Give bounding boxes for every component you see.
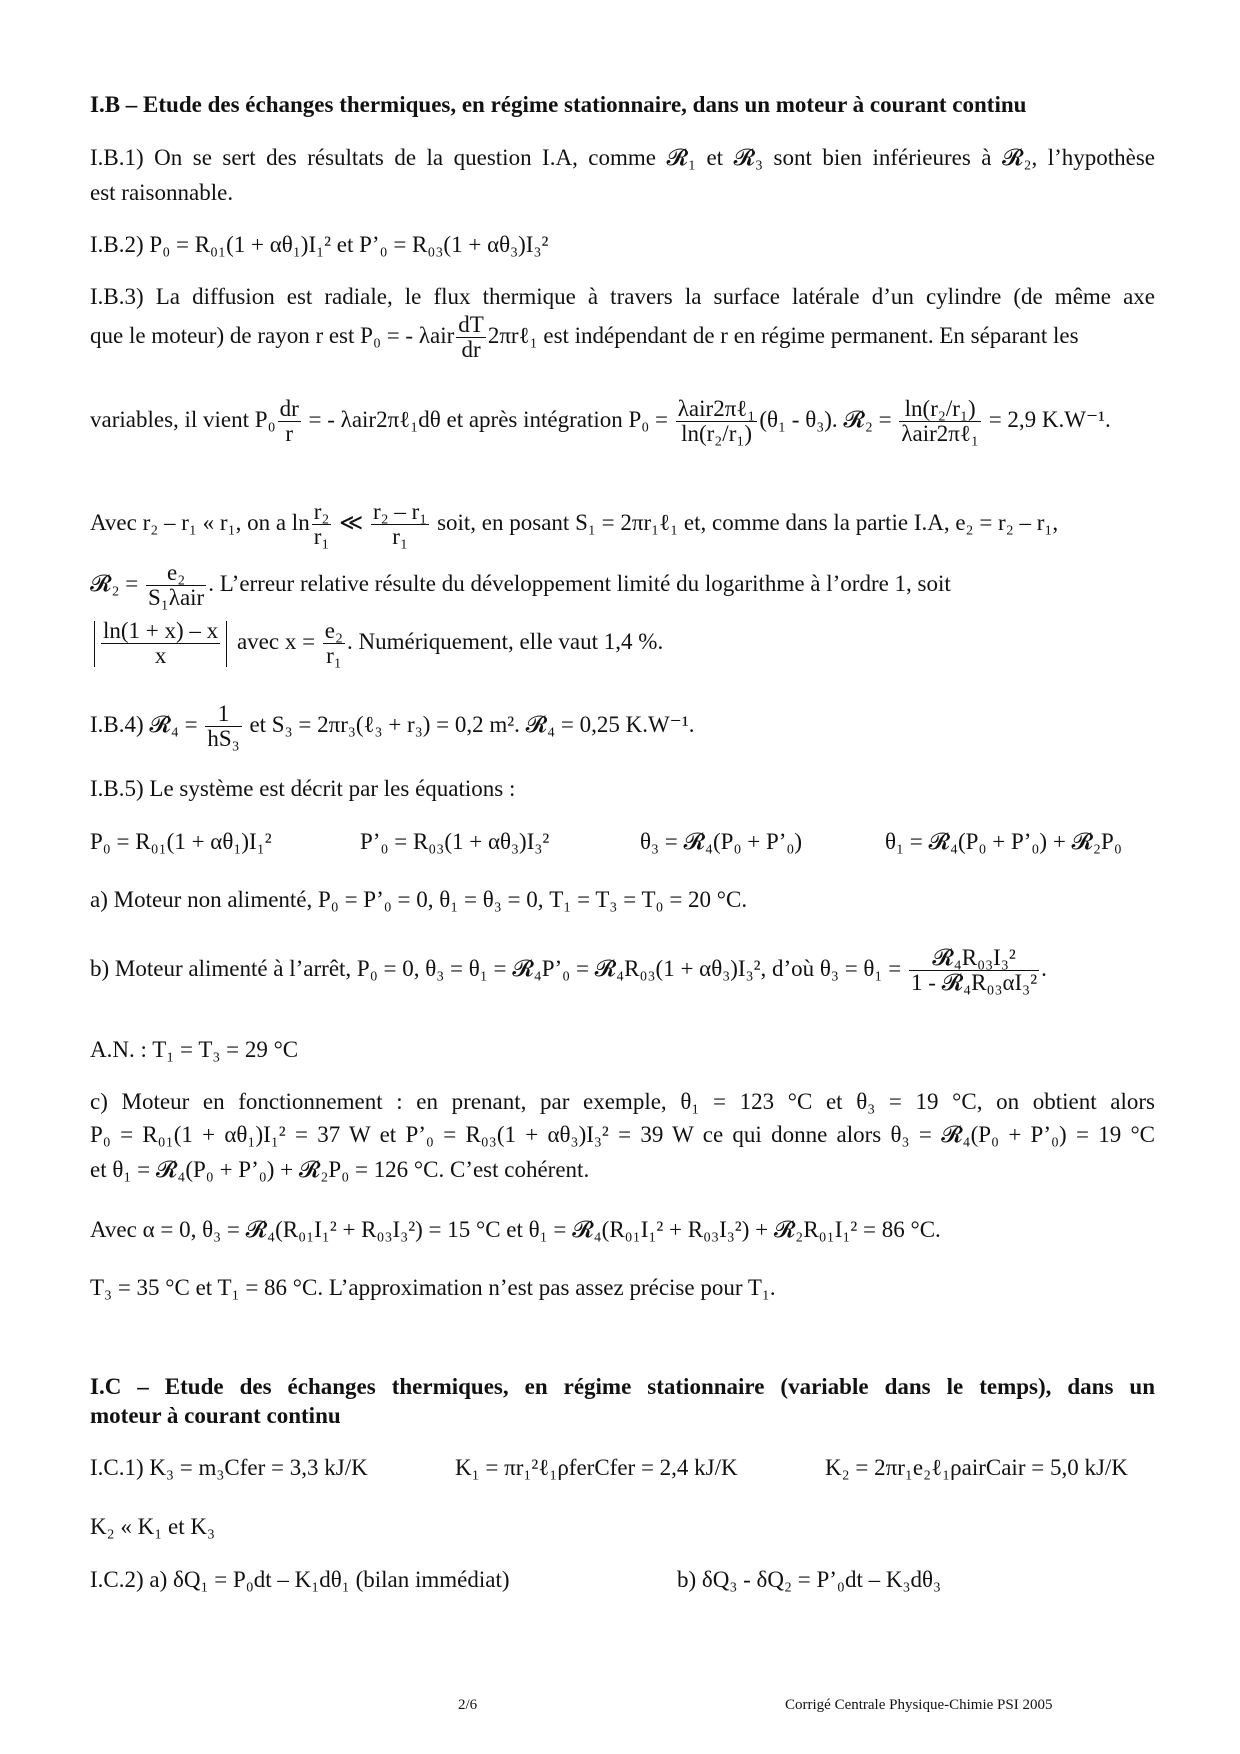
ib3-dT-dr-fraction (456, 313, 486, 362)
ib3-p0-fraction (676, 397, 758, 446)
ib4-r4-fraction (205, 702, 241, 751)
ib1-line2: est raisonnable. (90, 180, 234, 205)
ic2-case-b: b) δQ₃ - δQ₂ = P’₀dt – K₃dθ₃ (677, 1567, 941, 1592)
fraction-numerator: e₂ (146, 561, 206, 586)
ib5-temperatures: T₃ = 35 °C et T₁ = 86 °C. L’approximation n’est pas assez précise pour T₁. (90, 1275, 776, 1300)
equation-theta1: θ₁ = 𝓡₄(P₀ + P’₀) + 𝓡₂P₀ (885, 829, 1122, 854)
fraction-denominator: dr (461, 337, 481, 363)
fraction-denominator: r₁ (326, 643, 342, 669)
ib4-line (90, 697, 1155, 753)
abs-bar-left (94, 621, 95, 667)
ib5-alpha-zero: Avec α = 0, θ₃ = 𝓡₄(R₀₁I₁² + R₀₃I₃²) = 15 °C et θ₁ = 𝓡₄(R₀₁I₁² + R₀₃I₃²) + 𝓡₂R₀₁I₁² = 86 °C. (90, 1217, 941, 1242)
abs-bar-right (226, 621, 227, 667)
ib3-ln-ratio-fraction (312, 500, 332, 549)
ib3-line1: I.B.3) La diffusion est radiale, le flux thermique à travers la surface latérale d’un cylindre (de même axe (90, 284, 1155, 309)
ib5-case-c-line3: et θ₁ = 𝓡₄(P₀ + P’₀) + 𝓡₂P₀ = 126 °C. C’est cohérent. (90, 1157, 590, 1182)
ib3-line3-text-b: = - λair2πℓ₁dθ et après intégration P₀ = (308, 407, 669, 432)
ib3-line2 (90, 310, 1155, 362)
fraction-denominator: x (154, 643, 167, 669)
fraction-numerator: r₂ – r₁ (372, 499, 428, 525)
ib3-dr-r-fraction (278, 397, 301, 446)
ib4-text-b: et S₃ = 2πr₃(ℓ₃ + r₃) = 0,2 m². 𝓡₄ = 0,25 K.W⁻¹. (249, 712, 695, 737)
section-ib-heading: I.B – Etude des échanges thermiques, en régime stationnaire, dans un moteur à courant continu (90, 92, 1027, 117)
footer-title: Corrigé Centrale Physique-Chimie PSI 2005 (785, 1697, 1053, 1713)
fraction-numerator: r₂ (313, 499, 330, 525)
fraction-numerator: 1 (205, 702, 241, 727)
fraction-denominator: 1 - 𝓡₄R₀₃αI₃² (910, 970, 1038, 996)
ib5-numerical-application: A.N. : T₁ = T₃ = 29 °C (90, 1037, 299, 1062)
fraction-numerator: dT (458, 312, 484, 338)
ic1-k1: K₁ = πr₁²ℓ₁ρferCfer = 2,4 kJ/K (455, 1455, 738, 1480)
ib5-line: I.B.5) Le système est décrit par les équations : (90, 776, 516, 801)
fraction-numerator: 𝓡₄R₀₃I₃² (909, 946, 1039, 971)
ib3-diff-ratio-fraction (371, 500, 429, 549)
fraction-numerator: ln(1 + x) – x (103, 618, 219, 644)
ib3-line5 (90, 556, 1155, 612)
ib5-case-c-line2: P₀ = R₀₁(1 + αθ₁)I₁² = 37 W et P’₀ = R₀₃(1 + αθ₃)I₃² = 39 W ce qui donne alors θ₃ = 𝓡₄(P₀ + P’₀) = 19 °C (90, 1122, 1155, 1147)
ib5-case-c-line1: c) Moteur en fonctionnement : en prenant, par exemple, θ₁ = 123 °C et θ₃ = 19 °C, on obtient alors (90, 1089, 1155, 1114)
ib2-equation: I.B.2) P₀ = R₀₁(1 + αθ₁)I₁² et P’₀ = R₀₃(1 + αθ₃)I₃² (90, 232, 549, 257)
page-number: 2/6 (458, 1697, 478, 1713)
ib3-line3 (90, 375, 1155, 465)
fraction-denominator: S₁λair (147, 585, 205, 611)
ib3-line4-text-c: soit, en posant S₁ = 2πr₁ℓ₁ et, comme dans la partie I.A, e₂ = r₂ – r₁, (437, 510, 1059, 535)
ib3-line4-text-a: Avec r₂ – r₁ « r₁, on a ln (90, 510, 310, 535)
ib5-case-b-text-b: . (1041, 956, 1047, 981)
equation-theta3: θ₃ = 𝓡₄(P₀ + P’₀) (640, 829, 803, 854)
ic1-comparison: K₂ « K₁ et K₃ (90, 1514, 215, 1539)
fraction-numerator: dr (279, 396, 299, 422)
fraction-numerator: e₂ (324, 618, 344, 644)
equation-p0-prime: P’₀ = R₀₃(1 + αθ₃)I₃² (360, 829, 550, 854)
equation-p0: P₀ = R₀₁(1 + αθ₁)I₁² (90, 829, 272, 854)
ic2-case-a: I.C.2) a) δQ₁ = P₀dt – K₁dθ₁ (bilan immédiat) (90, 1567, 510, 1592)
ib3-much-less-symbol: ≪ (339, 510, 364, 535)
ib3-e2-fraction (146, 561, 206, 610)
ib3-line6-text-a: avec x = (236, 629, 316, 654)
fraction-denominator: r₁ (392, 524, 408, 550)
section-ic-heading-line1: I.C – Etude des échanges thermiques, en régime stationnaire (variable dans le temps), dans un (90, 1374, 1155, 1399)
fraction-denominator: hS₃ (207, 726, 240, 752)
ib5-case-b (90, 937, 1155, 1001)
fraction-numerator: ln(r₂/r₁) (899, 397, 981, 422)
ib3-line3-text-c: (θ₁ - θ₃). 𝓡₂ = (759, 407, 892, 432)
fraction-denominator: λair2πℓ₁ (901, 421, 979, 447)
ib3-line6 (90, 614, 1155, 670)
ib3-line5-text-a: 𝓡₂ = (90, 571, 139, 596)
ib3-line5-text-b: . L’erreur relative résulte du développement limité du logarithme à l’ordre 1, soit (208, 571, 951, 596)
ib3-line2-text-b: 2πrℓ₁ est indépendant de r en régime permanent. En séparant les (487, 323, 1079, 348)
ib3-line3-text-d: = 2,9 K.W⁻¹. (988, 407, 1111, 432)
fraction-denominator: r₁ (313, 524, 330, 550)
fraction-denominator: r (285, 421, 294, 447)
ib3-line2-text-a: que le moteur) de rayon r est P₀ = - λair (90, 323, 455, 348)
ib5-case-b-text-a: b) Moteur alimenté à l’arrêt, P₀ = 0, θ₃ = θ₁ = 𝓡₄P’₀ = 𝓡₄R₀₃(1 + αθ₃)I₃², d’où θ₃ = θ₁ = (90, 956, 902, 981)
ic1-k2: K₂ = 2πr₁e₂ℓ₁ρairCair = 5,0 kJ/K (825, 1455, 1128, 1480)
ib3-line3-text-a: variables, il vient P₀ (90, 407, 276, 432)
ib3-r2-fraction (899, 397, 981, 446)
ib3-error-fraction (101, 619, 220, 668)
ib5-theta-fraction (909, 946, 1039, 995)
ic1-k3: I.C.1) K₃ = m₃Cfer = 3,3 kJ/K (90, 1455, 368, 1480)
ib3-line4 (90, 495, 1155, 551)
ib3-line6-text-b: . Numériquement, elle vaut 1,4 %. (347, 629, 664, 654)
ib4-text-a: I.B.4) 𝓡₄ = (90, 712, 198, 737)
fraction-denominator: ln(r₂/r₁) (681, 421, 753, 447)
ib5-case-a: a) Moteur non alimenté, P₀ = P’₀ = 0, θ₁ = θ₃ = 0, T₁ = T₃ = T₀ = 20 °C. (90, 887, 748, 912)
ib1-line1: I.B.1) On se sert des résultats de la question I.A, comme 𝓡₁ et 𝓡₃ sont bien inférieures à 𝓡₂, l’hypothèse (90, 145, 1155, 170)
fraction-numerator: λair2πℓ₁ (677, 396, 756, 422)
ib3-x-fraction (323, 619, 345, 668)
section-ic-heading-line2: moteur à courant continu (90, 1403, 341, 1428)
